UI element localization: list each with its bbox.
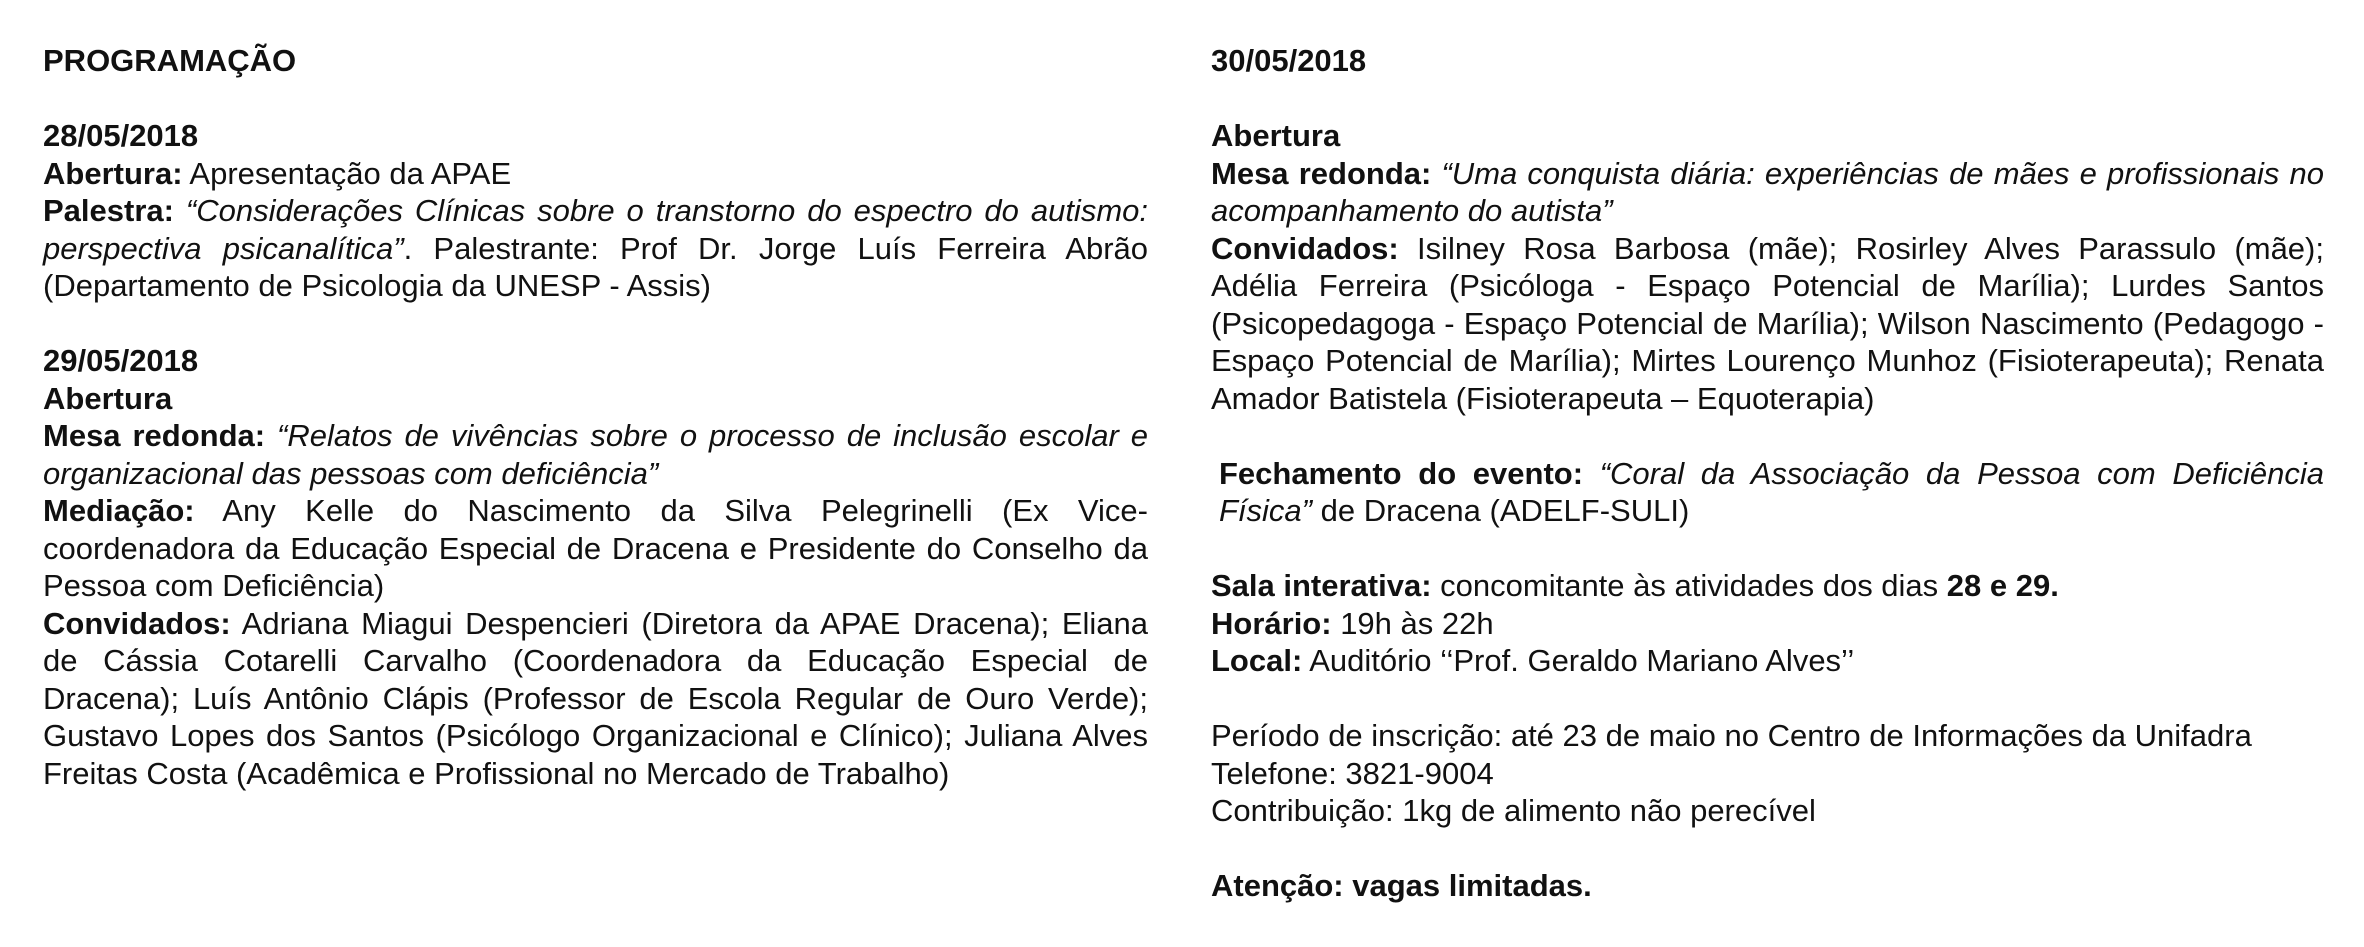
left-column — [43, 42, 1148, 792]
day3-abertura: Abertura — [1211, 118, 1341, 153]
spacer — [1211, 530, 2324, 568]
day1-palestra: Palestra: “Considerações Clínicas sobre o transtorno do espectro do autismo: perspectiva psicanalítica”. Palestrante: Prof Dr. Jorge Luís Ferreira Abrão (Departamento de Psicologia da UNESP - Assis) — [43, 193, 1148, 303]
atencao-vagas: Atenção: vagas limitadas. — [1211, 868, 1592, 903]
sala-interativa: Sala interativa: concomitante às atividades dos dias 28 e 29. — [1211, 568, 2059, 603]
day2-mediacao: Mediação: Any Kelle do Nascimento da Silva Pelegrinelli (Ex Vice-coordenadora da Educação Especial de Dracena e Presidente do Conselho da Pessoa com Deficiência) — [43, 493, 1148, 603]
day1-date: 28/05/2018 — [43, 118, 199, 153]
fechamento-evento: Fechamento do evento: “Coral da Associação da Pessoa com Deficiência Física” de Dracena (ADELF-SULI) — [1219, 455, 2324, 528]
spacer — [43, 80, 1148, 118]
spacer — [1211, 680, 2324, 718]
contribuicao: Contribuição: 1kg de alimento não perecível — [1211, 793, 1816, 828]
spacer — [1211, 417, 2324, 455]
spacer — [43, 305, 1148, 343]
day3-mesa-redonda: Mesa redonda: “Uma conquista diária: experiências de mães e profissionais no acompanhamento do autista” — [1211, 155, 2324, 228]
telefone: Telefone: 3821-9004 — [1211, 755, 1494, 791]
horario: Horário: 19h às 22h — [1211, 605, 1494, 641]
day2-mesa-redonda: Mesa redonda: “Relatos de vivências sobre o processo de inclusão escolar e organizacional das pessoas com deficiência” — [43, 418, 1148, 491]
page-title: PROGRAMAÇÃO — [43, 43, 297, 78]
right-column — [1211, 42, 2324, 905]
local: Local: Auditório ‘‘Prof. Geraldo Mariano Alves’’ — [1211, 643, 1855, 678]
day3-convidados: Convidados: Isilney Rosa Barbosa (mãe); Rosirley Alves Parassulo (mãe); Adélia Ferreira (Psicóloga - Espaço Potencial de Marília); Lurdes Santos (Psicopedagoga - Espaço Potencial de Marília); Wilson Nascimento (Pedagogo - Espaço Potencial de Marília); Mirtes Lourenço Munhoz (Fisioterapeuta); Renata Amador Batistela (Fisioterapeuta – Equoterapia) — [1211, 230, 2324, 416]
spacer — [1211, 830, 2324, 868]
day1-abertura: Abertura: Apresentação da APAE — [43, 155, 512, 191]
day2-abertura: Abertura — [43, 380, 173, 416]
day3-date: 30/05/2018 — [1211, 43, 1367, 78]
day2-date: 29/05/2018 — [43, 343, 199, 378]
spacer — [1211, 80, 2324, 118]
day2-convidados: Convidados: Adriana Miagui Despencieri (Diretora da APAE Dracena); Eliana de Cássia Cotarelli Carvalho (Coordenadora da Educação Especial de Dracena); Luís Antônio Clápis (Professor de Escola Regular de Ouro Verde); Gustavo Lopes dos Santos (Psicólogo Organizacional e Clínico); Juliana Alves Freitas Costa (Acadêmica e Profissional no Mercado de Trabalho) — [43, 605, 1148, 791]
periodo-inscricao: Período de inscrição: até 23 de maio no Centro de Informações da Unifadra — [1211, 718, 2252, 753]
